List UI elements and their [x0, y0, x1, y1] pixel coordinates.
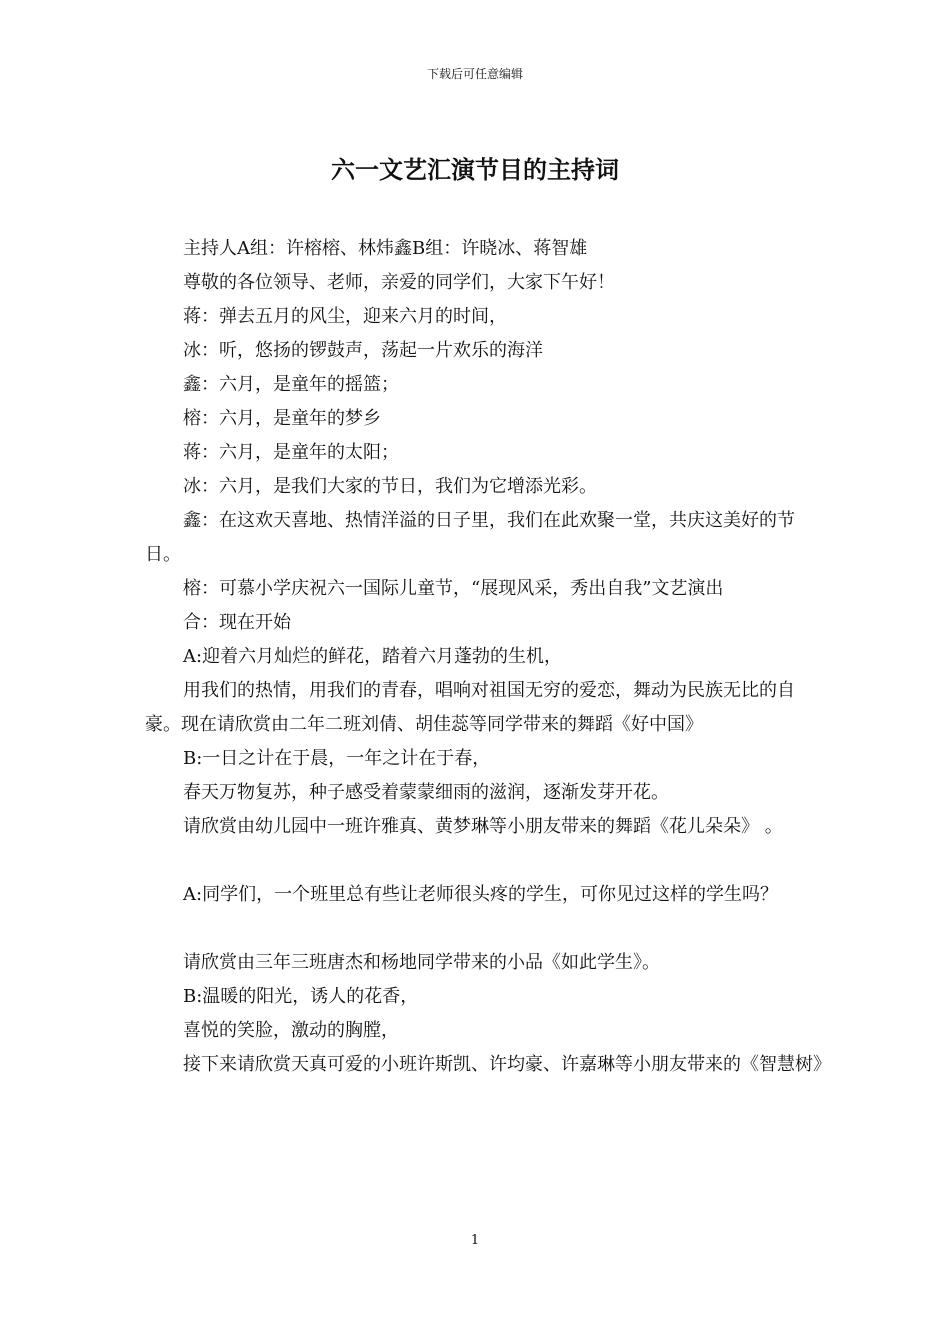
document-body: [145, 232, 831, 1082]
paragraph-b-5: 喜悦的笑脸，激动的胸膛，: [183, 1020, 399, 1041]
paragraph-xin-2: 鑫：在这欢天喜地、热情洋溢的日子里，我们在此欢聚一堂，共庆这美好的节日。: [145, 510, 795, 565]
paragraph-rong-2: 榕：可慕小学庆祝六一国际儿童节，“展现风采，秀出自我”文艺演出: [183, 578, 724, 599]
paragraph-a-4: 请欣赏由三年三班唐杰和杨地同学带来的小品《如此学生》。: [183, 952, 660, 973]
paragraph-together: 合：现在开始: [183, 612, 291, 633]
page-number: 1: [470, 1233, 480, 1248]
paragraph-b-6: 接下来请欣赏天真可爱的小班许斯凯、许均豪、许嘉琳等小朋友带来的《智慧树》: [183, 1054, 831, 1075]
paragraph-b-3: 请欣赏由幼儿园中一班许雅真、黄梦琳等小朋友带来的舞蹈《花儿朵朵》 。: [183, 816, 783, 837]
paragraph-a-3: A:同学们，一个班里总有些让老师很头疼的学生，可你见过这样的学生吗？: [183, 884, 779, 905]
paragraph-bing-2: 冰：六月，是我们大家的节日，我们为它增添光彩。: [183, 476, 597, 497]
paragraph-jiang-2: 蒋：六月，是童年的太阳；: [183, 442, 399, 463]
paragraph-bing-1: 冰：听，悠扬的锣鼓声，荡起一片欢乐的海洋: [183, 340, 543, 361]
paragraph-hosts: 主持人A组：许榕榕、林炜鑫B组：许晓冰、蒋智雄: [183, 238, 588, 259]
paragraph-a-1: A:迎着六月灿烂的鲜花，踏着六月蓬勃的生机，: [183, 646, 563, 667]
paragraph-greeting: 尊敬的各位领导、老师，亲爱的同学们，大家下午好！: [183, 272, 615, 293]
document-title: 六一文艺汇演节目的主持词: [331, 155, 619, 184]
paragraph-b-2: 春天万物复苏，种子感受着蒙蒙细雨的滋润，逐渐发芽开花。: [183, 782, 669, 803]
paragraph-xin-1: 鑫：六月，是童年的摇篮；: [183, 374, 399, 395]
header-note: 下载后可任意编辑: [426, 67, 523, 81]
paragraph-b-1: B:一日之计在于晨，一年之计在于春，: [183, 748, 491, 769]
paragraph-rong-1: 榕：六月，是童年的梦乡: [183, 408, 381, 429]
paragraph-jiang-1: 蒋：弹去五月的风尘，迎来六月的时间，: [183, 306, 507, 327]
paragraph-a-2: 用我们的热情，用我们的青春，唱响对祖国无穷的爱恋，舞动为民族无比的自豪。现在请欣赏由二年二班刘倩、胡佳蕊等同学带来的舞蹈《好中国》: [145, 680, 795, 735]
paragraph-b-4: B:温暖的阳光，诱人的花香，: [183, 986, 419, 1007]
